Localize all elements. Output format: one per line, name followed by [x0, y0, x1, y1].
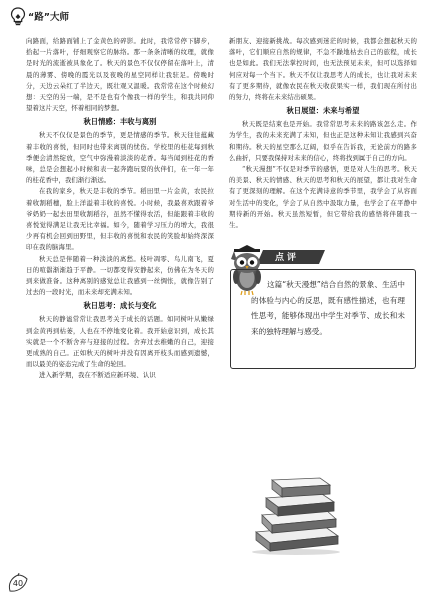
growth-paragraph-2: 进入新学期，我在不断适应新环境、认识 — [39, 371, 156, 380]
page-number-badge — [7, 573, 31, 595]
future-paragraph-2: “秋天漫想”不仅是对季节的感悟，更是对人生的思考。秋天的美景、秋天的情感、秋天的思考和秋天的展望，都让我对生命有了更深刻的理解。在这个充满诗意的季节里，我学会了从容面对生活中的变化，学会了从自然中汲取力量，也学会了在平静中期待新的开始。秋天虽然短暂，但它带给我的感悟将伴随我一生。 — [229, 165, 417, 230]
continuation-paragraph: 新朋友、迎接新挑战。每次感到迷茫的时候，我都会想起秋天的落叶，它们顺应自然的规律，不急不躁地枯去自己的旅程，成长也是如此。我们无法掌控时间，也无法预见未来，但可以选择如何应对每一个当下。秋天不仅让我思考人的成长，也让我对未来有了更多期待，就像农民在秋天收获果实一样，我们现在所付出的努力，终将在未来结出硕果。 — [229, 37, 417, 102]
future-paragraph-1: 秋天既是结束也是开始。我常常思考未来的路该怎么走。作为学生，我的未来充满了未知，但也正是这种未知让我感到兴奋和期待。秋天的星空那么辽阔，似乎在告诉我，无论前方的路多么曲折，只要我保持对未来的信心，终将找到属于自己的方向。 — [229, 120, 417, 162]
section-heading-emotion: 秋日情感：丰收与离别 — [83, 117, 157, 127]
book-stack-image — [246, 470, 346, 556]
growth-paragraph-1: 秋天的静谧常常让我思考关于成长的话题。如同树叶从嫩绿到金黄再到枯萎，人也在不停地变化着。我开始意识到，成长其实就是一个不断舍弃与迎接的过程。舍弃过去稚嫩的自己，迎接更成熟的自己。正如秋天的树叶并没有因离开枝头而感到遗憾，而以最美的姿态完成了生命的轮回。 — [26, 315, 214, 369]
emotion-paragraph-1: 秋天不仅仅是景色的季节，更是情感的季节。秋天往往蕴藏着丰收的喜悦，但同时也带来离别的忧伤。学校里的桂花每到秋季便会清然绽放，空气中弥漫着淡淡的花香。每当闻到桂花的香味，总是会想起小时候和表一起奔跑玩耍的伙伴们，在一年一年的桂花香中，我们渐行渐远。 — [26, 131, 214, 185]
comment-section — [229, 241, 417, 373]
page-number: 40 — [12, 579, 24, 588]
intro-paragraph: 向路面，给路面铺上了金黄色的碎影。此时，我常常停下脚步，拾起一片落叶，仔细观察它的脉络。那一条条清晰的纹理，就像是时光的流逝被具象化了。秋天的景色不仅仅停留在落叶上，清晨的薄雾、傍晚的霞光以及夜晚的星空同样让我驻足。傍晚时分，天边云朵红了半边天，既壮观又温暖。我常常在这个时候幻想：天空的另一端，是不是也有个像我一样的学生，和我共同仰望着这片天空，怀着相同的梦想。 — [26, 37, 214, 113]
comment-box — [230, 269, 416, 369]
page-header — [6, 4, 186, 28]
left-column — [26, 36, 214, 382]
right-column — [229, 36, 417, 373]
section-heading-growth: 秋日思考：成长与变化 — [83, 301, 157, 311]
brand-title: “路”大师 — [28, 12, 69, 23]
comment-tag-label: 点评 — [275, 253, 300, 264]
comment-text: 这篇“秋天漫想”结合自然的景象、生活中的体验与内心的反思，既有感性描述，也有理性思考，能够体现出中学生对季节、成长和未来的独特理解与感受。 — [251, 280, 405, 336]
emotion-paragraph-3: 秋天总是伴随着一种淡淡的离愁。枝叶凋零、鸟儿南飞，夏日的喧嚣渐渐趋于平静。一切都变得安静起来，仿佛在为冬天的到来做准备。这种离别的感觉总让我感到一丝惆怅，就像告别了过去的一段时光，而未来却充满未知。 — [26, 254, 214, 297]
emotion-paragraph-2: 在我的家乡，秋天是丰收的季节。稻田里一片金黄，农民拉着收割稻穗，脸上洋溢着丰收的喜悦。小时候，我最喜欢跟着爷爷奶奶一起去田里收割稻谷，虽然不懂得农活，但能跟着丰收的喜悦觉得满足让我无比幸福。如今，随着学习压力的增大，我很少再有机会回到田野里，但丰收的喜悦和农民的笑脸却始终深深印在我的脑海里。 — [26, 187, 214, 252]
lightbulb-icon — [8, 6, 28, 26]
section-heading-future: 秋日展望：未来与希望 — [286, 106, 360, 116]
